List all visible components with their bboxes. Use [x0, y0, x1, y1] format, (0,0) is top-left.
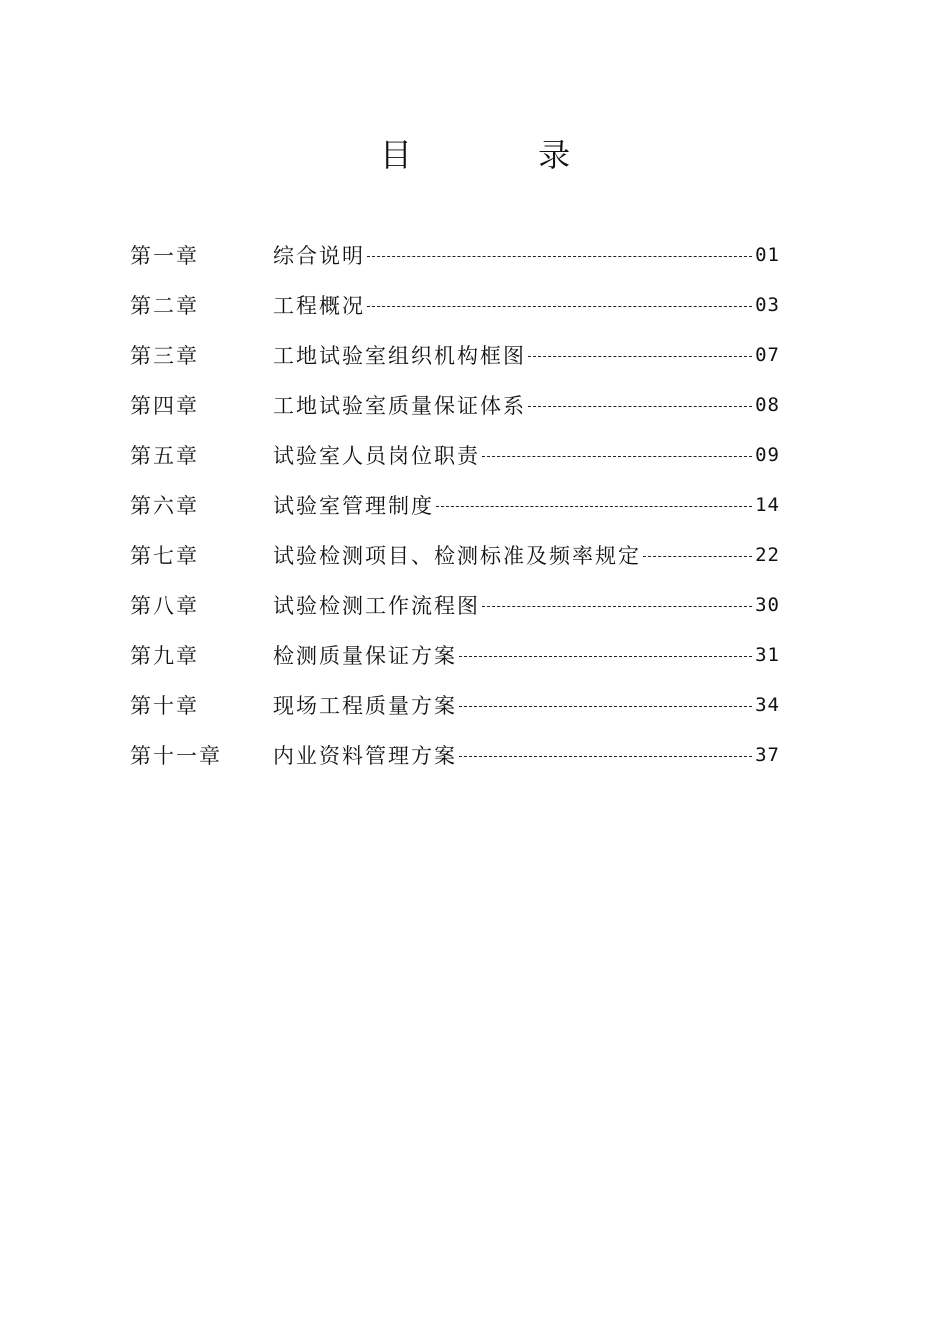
- toc-entry: [273, 690, 780, 720]
- toc-dot-leader: [459, 756, 752, 757]
- toc-row[interactable]: [130, 280, 780, 330]
- toc-row[interactable]: [130, 580, 780, 630]
- toc-entry-title: 试验检测工作流程图: [273, 594, 480, 618]
- toc-entry-title: 工地试验室组织机构框图: [273, 344, 526, 368]
- toc-entry-title: 工地试验室质量保证体系: [273, 394, 526, 418]
- toc-dot-leader: [459, 656, 752, 657]
- toc-entry-title: 综合说明: [273, 244, 365, 268]
- toc-row[interactable]: [130, 730, 780, 780]
- toc-entry-title: 试验室人员岗位职责: [273, 444, 480, 468]
- toc-row[interactable]: [130, 480, 780, 530]
- toc-entry: [273, 640, 780, 670]
- toc-chapter-label: 第三章: [130, 344, 199, 368]
- toc-page-number: 01: [755, 244, 780, 266]
- toc-page-number: 14: [755, 494, 780, 516]
- toc-entry: [273, 340, 780, 370]
- table-of-contents: [130, 230, 780, 780]
- toc-dot-leader: [643, 556, 752, 557]
- toc-entry: [273, 740, 780, 770]
- toc-row[interactable]: [130, 230, 780, 280]
- toc-page-number: 03: [755, 294, 780, 316]
- toc-entry: [273, 390, 780, 420]
- toc-page-number: 09: [755, 444, 780, 466]
- toc-chapter-label: 第八章: [130, 594, 199, 618]
- toc-chapter-label: 第十章: [130, 694, 199, 718]
- toc-chapter-label: 第二章: [130, 294, 199, 318]
- toc-page-number: 07: [755, 344, 780, 366]
- toc-dot-leader: [482, 456, 752, 457]
- toc-chapter-label: 第四章: [130, 394, 199, 418]
- toc-entry: [273, 240, 780, 270]
- toc-entry: [273, 290, 780, 320]
- toc-entry-title: 内业资料管理方案: [273, 744, 457, 768]
- toc-entry-title: 试验检测项目、检测标准及频率规定: [273, 544, 641, 568]
- toc-chapter-label: 第九章: [130, 644, 199, 668]
- toc-row[interactable]: [130, 330, 780, 380]
- toc-page-number: 30: [755, 594, 780, 616]
- toc-chapter-label: 第六章: [130, 494, 199, 518]
- toc-dot-leader: [528, 406, 752, 407]
- toc-row[interactable]: [130, 380, 780, 430]
- toc-chapter-label: 第五章: [130, 444, 199, 468]
- toc-chapter-label: 第七章: [130, 544, 199, 568]
- toc-dot-leader: [367, 256, 752, 257]
- toc-entry-title: 现场工程质量方案: [273, 694, 457, 718]
- toc-dot-leader: [367, 306, 752, 307]
- toc-dot-leader: [482, 606, 752, 607]
- toc-entry-title: 试验室管理制度: [273, 494, 434, 518]
- toc-entry: [273, 440, 780, 470]
- toc-dot-leader: [436, 506, 752, 507]
- toc-page-number: 22: [755, 544, 780, 566]
- toc-entry-title: 工程概况: [273, 294, 365, 318]
- toc-chapter-label: 第十一章: [130, 744, 222, 768]
- toc-chapter-label: 第一章: [130, 244, 199, 268]
- page-title: 目 录: [379, 136, 629, 174]
- toc-page-number: 34: [755, 694, 780, 716]
- toc-page-number: 37: [755, 744, 780, 766]
- toc-row[interactable]: [130, 530, 780, 580]
- toc-dot-leader: [528, 356, 752, 357]
- toc-dot-leader: [459, 706, 752, 707]
- toc-row[interactable]: [130, 630, 780, 680]
- toc-row[interactable]: [130, 680, 780, 730]
- toc-entry: [273, 540, 780, 570]
- toc-row[interactable]: [130, 430, 780, 480]
- toc-entry: [273, 490, 780, 520]
- toc-page-number: 08: [755, 394, 780, 416]
- toc-entry: [273, 590, 780, 620]
- toc-page-number: 31: [755, 644, 780, 666]
- toc-entry-title: 检测质量保证方案: [273, 644, 457, 668]
